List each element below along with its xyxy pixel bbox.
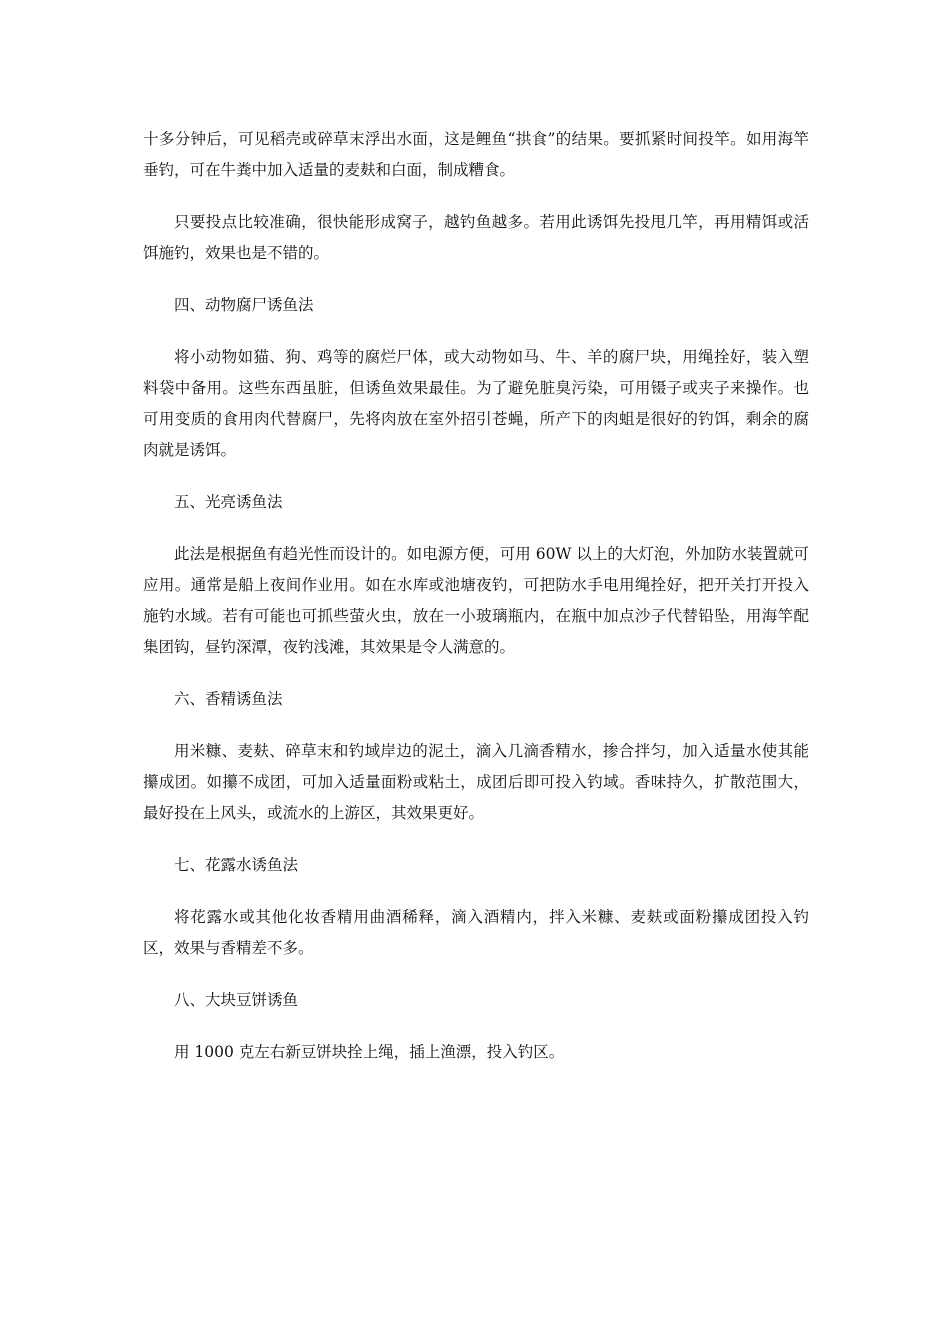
- paragraph: 此法是根据鱼有趋光性而设计的。如电源方便，可用 60W 以上的大灯泡，外加防水装置就可应用。通常是船上夜间作业用。如在水库或池塘夜钓，可把防水手电用绳拴好，把开关打开投入施钓水域。若有可能也可抓些萤火虫，放在一小玻璃瓶内，在瓶中加点沙子代替铅坠，用海竿配集团钩，昼钓深潭，夜钓浅滩，其效果是令人满意的。: [143, 545, 809, 656]
- paragraph: 将小动物如猫、狗、鸡等的腐烂尸体，或大动物如马、牛、羊的腐尸块，用绳拴好，装入塑料袋中备用。这些东西虽脏，但诱鱼效果最佳。为了避免脏臭污染，可用镊子或夹子来操作。也可用变质的食用肉代替腐尸，先将肉放在室外招引苍蝇，所产下的肉蛆是很好的钓饵，剩余的腐肉就是诱饵。: [143, 348, 809, 459]
- paragraph: 只要投点比较准确，很快能形成窝子，越钓鱼越多。若用此诱饵先投甩几竿，再用精饵或活饵施钓，效果也是不错的。: [143, 213, 809, 262]
- section-heading-6: 六、香精诱鱼法: [174, 690, 283, 708]
- paragraph: 将花露水或其他化妆香精用曲酒稀释，滴入酒精内，拌入米糠、麦麸或面粉攥成团投入钓区，效果与香精差不多。: [143, 908, 809, 957]
- paragraph: 用 1000 克左右新豆饼块拴上绳，插上渔漂，投入钓区。: [174, 1043, 565, 1061]
- section-heading-4: 四、动物腐尸诱鱼法: [174, 296, 314, 314]
- document-body: [143, 124, 809, 1089]
- paragraph: 用米糠、麦麸、碎草末和钓域岸边的泥土，滴入几滴香精水，掺合拌匀，加入适量水使其能攥成团。如攥不成团，可加入适量面粉或粘土，成团后即可投入钓域。香味持久，扩散范围大，最好投在上风头，或流水的上游区，其效果更好。: [143, 742, 809, 822]
- section-heading-8: 八、大块豆饼诱鱼: [174, 991, 299, 1009]
- section-heading-7: 七、花露水诱鱼法: [174, 856, 299, 874]
- section-heading-5: 五、光亮诱鱼法: [174, 493, 283, 511]
- paragraph-continued: 十多分钟后，可见稻壳或碎草末浮出水面，这是鲤鱼“拱食”的结果。要抓紧时间投竿。如用海竿垂钓，可在牛粪中加入适量的麦麸和白面，制成糟食。: [143, 130, 809, 179]
